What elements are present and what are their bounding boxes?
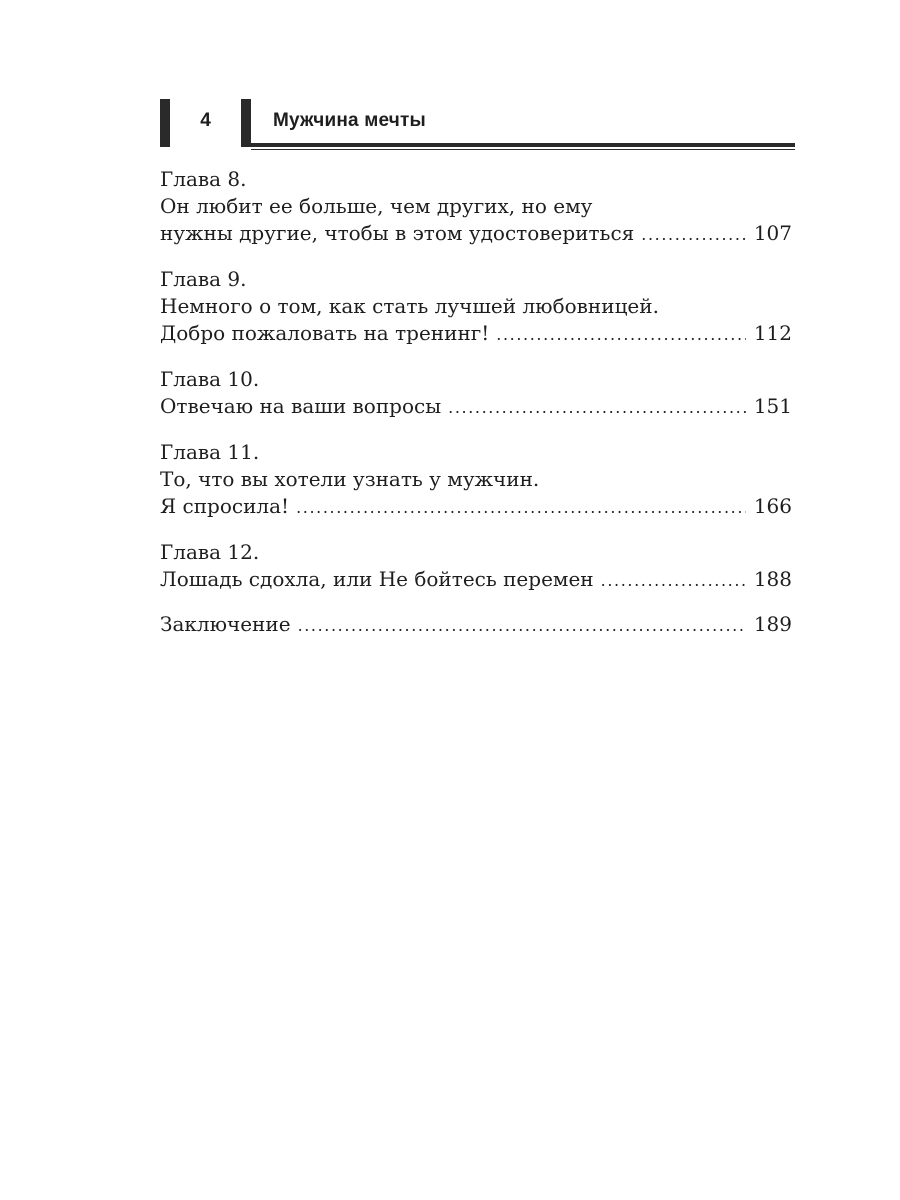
toc-entry-chapter-10 (160, 366, 792, 420)
dot-leader (296, 494, 746, 521)
chapter-title-line: То, что вы хотели узнать у мужчин. (160, 467, 540, 491)
toc-entry-chapter-9 (160, 266, 792, 347)
chapter-label: Глава 10. (160, 367, 260, 391)
chapter-title-line: Немного о том, как стать лучшей любовницей. (160, 294, 659, 318)
header-separator-bar (241, 99, 251, 147)
toc-entry-chapter-11 (160, 439, 792, 520)
chapter-label: Глава 8. (160, 167, 247, 191)
dot-leader (448, 394, 746, 421)
header-rule-thick (251, 143, 795, 147)
chapter-label: Глава 11. (160, 440, 260, 464)
page-ref: 112 (753, 321, 792, 345)
page-ref: 151 (753, 394, 792, 418)
header-left-bar (160, 99, 170, 147)
chapter-title-leader-line (160, 393, 792, 420)
toc-entry-chapter-12 (160, 539, 792, 593)
page-ref: 107 (753, 221, 792, 245)
table-of-contents (160, 166, 792, 657)
chapter-title-line: нужны другие, чтобы в этом удостовериться (160, 221, 635, 245)
page-ref: 188 (753, 567, 792, 591)
running-title: Мужчина мечты (273, 110, 426, 131)
chapter-label: Глава 12. (160, 540, 260, 564)
dot-leader (641, 221, 746, 248)
page-ref: 189 (753, 612, 792, 636)
chapter-title-leader-line (160, 493, 792, 520)
chapter-title-leader-line (160, 611, 792, 638)
dot-leader (496, 321, 746, 348)
chapter-title-line: Заключение (160, 612, 291, 636)
running-header (160, 99, 795, 151)
header-rule-thin (251, 149, 795, 150)
chapter-title-line: Отвечаю на ваши вопросы (160, 394, 442, 418)
toc-entry-chapter-8 (160, 166, 792, 247)
chapter-title-leader-line (160, 320, 792, 347)
chapter-label: Глава 9. (160, 267, 247, 291)
chapter-title-leader-line (160, 566, 792, 593)
page-number: 4 (200, 110, 211, 131)
dot-leader (601, 567, 746, 594)
dot-leader (298, 612, 746, 639)
chapter-title-line: Добро пожаловать на тренинг! (160, 321, 490, 345)
chapter-title-line: Лошадь сдохла, или Не бойтесь перемен (160, 567, 594, 591)
page-ref: 166 (753, 494, 792, 518)
chapter-title-leader-line (160, 220, 792, 247)
toc-entry-conclusion (160, 611, 792, 638)
chapter-title-line: Я спросила! (160, 494, 290, 518)
chapter-title-line: Он любит ее больше, чем других, но ему (160, 194, 593, 218)
